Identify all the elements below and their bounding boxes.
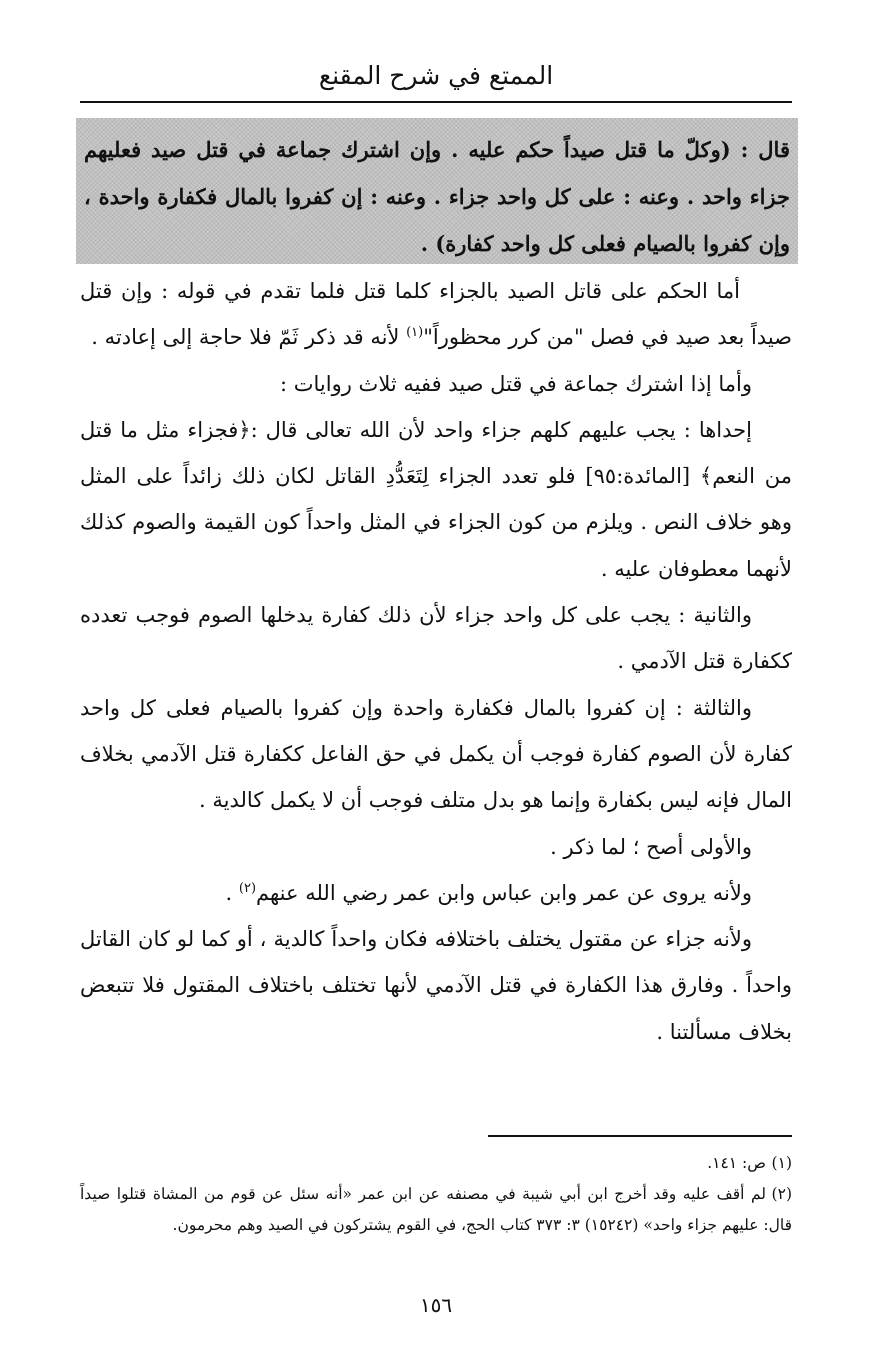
paragraph-5: والثالثة : إن كفروا بالمال فكفارة واحدة وإن كفروا بالصيام فعلى كل واحد كفارة لأن الصوم كفارة فوجب أن يكمل في حق الفاعل ككفارة قتل الآدمي بخلاف المال فإنه ليس بكفارة وإنما هو بدل متلف فوجب أن لا يكمل كالدية . (80, 695, 792, 813)
paragraph-3: إحداها : يجب عليهم كلهم جزاء واحد لأن الله تعالى قال :﴿فجزاء مثل ما قتل من النعم﴾ [المائدة:٩٥] فلو تعدد الجزاء لِتَعَدُّدِ القاتل لكان ذلك زائداً على المثل وهو خلاف النص . ويلزم من كون الجزاء في المثل واحداً كون القيمة والصوم كذلك لأنهما معطوفان عليه . (80, 417, 792, 581)
page-number: ١٥٦ (419, 1293, 453, 1317)
header-divider (80, 101, 792, 103)
footnote-1-number: (١) (771, 1154, 792, 1172)
footnote-1 (80, 1148, 792, 1179)
paragraph-6: والأولى أصح ؛ لما ذكر . (550, 834, 752, 859)
paragraph-7-text-b: . (225, 880, 239, 905)
footnote-2 (80, 1179, 792, 1241)
matn-highlight-box (76, 118, 798, 264)
paragraph-1-text-a: أما الحكم على قاتل الصيد بالجزاء كلما قتل فلما تقدم في قوله : وإن قتل صيداً بعد صيد في فصل "من كرر محظوراً" (80, 279, 792, 350)
commentary-body (80, 268, 792, 1055)
footnote-2-text: لم أقف عليه وقد أخرج ابن أبي شيبة في مصنفه عن ابن عمر «أنه سئل عن قوم من المشاة قتلوا صيداً قال: عليهم جزاء واحد» (١٥٢٤٢) ٣: ٣٧٣ كتاب الحج، في القوم يشتركون في الصيد وهم محرمون. (80, 1185, 792, 1234)
paragraph-7 (80, 870, 792, 916)
paragraph-8: ولأنه جزاء عن مقتول يختلف باختلافه فكان واحداً كالدية ، أو كما لو كان القاتل واحداً . وفارق هذا الكفارة في قتل الآدمي لأنها تختلف باختلاف المقتول فلا تتبعض بخلاف مسألتنا . (80, 927, 792, 1044)
footnote-2-number: (٢) (771, 1185, 792, 1203)
paragraph-4: والثانية : يجب على كل واحد جزاء لأن ذلك كفارة يدخلها الصوم فوجب تعدده ككفارة قتل الآدمي . (80, 603, 792, 674)
footnote-ref-2[interactable]: (٢) (238, 880, 257, 896)
running-header-title: الممتع في شرح المقنع (318, 61, 554, 90)
paragraph-1 (80, 268, 792, 361)
footnote-divider (488, 1135, 792, 1137)
matn-text: قال : (وكلّ ما قتل صيداً حكم عليه . وإن اشترك جماعة في قتل صيد فعليهم جزاء واحد . وعنه : على كل واحد جزاء . وعنه : إن كفروا بالمال فكفارة واحدة ، وإن كفروا بالصيام فعلى كل واحد كفارة) . (84, 137, 790, 256)
footnote-ref-1[interactable]: (١) (406, 325, 424, 341)
footnote-1-text: ص: ١٤١. (707, 1154, 766, 1172)
footnotes-section (80, 1148, 792, 1241)
paragraph-2: وأما إذا اشترك جماعة في قتل صيد ففيه ثلاث روايات : (280, 371, 752, 396)
paragraph-7-text-a: ولأنه يروى عن عمر وابن عباس وابن عمر رضي الله عنهم (256, 880, 752, 905)
paragraph-1-text-b: لأنه قد ذكر ثَمّ فلا حاجة إلى إعادته . (91, 325, 407, 350)
